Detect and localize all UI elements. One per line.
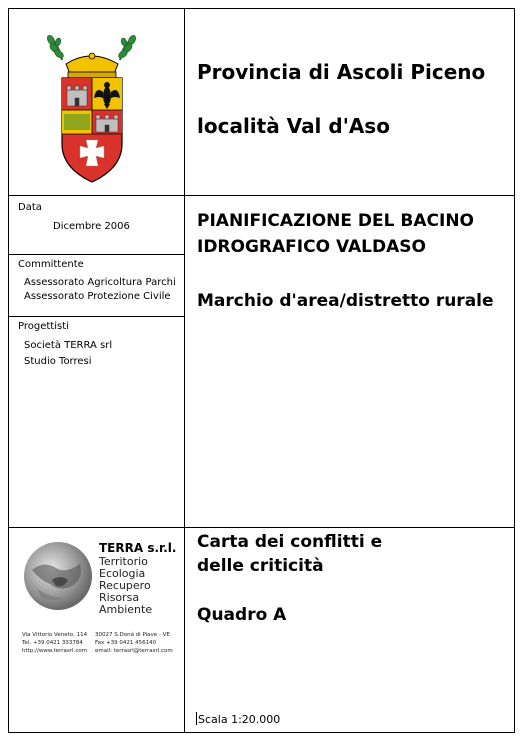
keyword-1: Territorio <box>99 555 148 568</box>
locality-title: località Val d'Aso <box>197 114 390 138</box>
contact-fax: Fax +39 0421 456140 <box>95 640 157 646</box>
row-divider-1 <box>8 195 515 196</box>
date-label: Data <box>18 202 42 213</box>
map-sheet: Quadro A <box>197 605 287 625</box>
text-cursor <box>196 712 197 725</box>
progettisti-label: Progettisti <box>18 321 69 332</box>
scale-line <box>196 712 280 726</box>
company-name: TERRA s.r.l. <box>99 541 177 555</box>
laurel-left-icon <box>46 34 65 60</box>
company-keywords <box>99 556 152 616</box>
shield-icon <box>62 78 122 182</box>
crown-icon <box>66 53 118 78</box>
contact-web: http://www.terrasrl.com <box>22 648 88 654</box>
column-divider <box>184 8 185 733</box>
date-value: Dicembre 2006 <box>53 221 130 232</box>
contact-address: Via Vittorio Veneto, 114 <box>22 632 88 638</box>
progettisti-line-1: Società TERRA srl <box>24 340 113 351</box>
contact-email: email: terrasrl@terrasrl.com <box>95 648 173 654</box>
scale-text: Scala 1:20.000 <box>198 713 281 726</box>
map-title-line-1: Carta dei conflitti e <box>197 532 383 552</box>
divider-committente <box>8 254 184 255</box>
project-title-line-1: PIANIFICAZIONE DEL BACINO <box>197 211 474 231</box>
keyword-4: Risorsa <box>99 591 140 604</box>
keyword-5: Ambiente <box>99 603 153 616</box>
divider-progettisti <box>8 316 184 317</box>
contact-left <box>22 631 87 655</box>
coat-of-arms-logo <box>46 26 136 186</box>
project-subtitle: Marchio d'area/distretto rurale <box>197 291 494 311</box>
row-divider-2 <box>8 527 515 528</box>
terra-globe-icon <box>22 540 94 612</box>
committente-line-2: Assessorato Protezione Civile <box>24 291 171 302</box>
contact-tel: Tel. +39 0421 333784 <box>22 640 83 646</box>
contact-city: 30027 S.Donà di Piave - VE <box>95 632 170 638</box>
committente-label: Committente <box>18 259 84 270</box>
committente-line-1: Assessorato Agricoltura Parchi <box>24 277 176 288</box>
keyword-3: Recupero <box>99 579 151 592</box>
laurel-right-icon <box>117 34 136 60</box>
keyword-2: Ecologia <box>99 567 146 580</box>
map-title-line-2: delle criticità <box>197 556 324 576</box>
province-title: Provincia di Ascoli Piceno <box>197 60 486 84</box>
contact-right <box>95 631 173 655</box>
progettisti-line-2: Studio Torresi <box>24 356 92 367</box>
project-title-line-2: IDROGRAFICO VALDASO <box>197 237 426 257</box>
